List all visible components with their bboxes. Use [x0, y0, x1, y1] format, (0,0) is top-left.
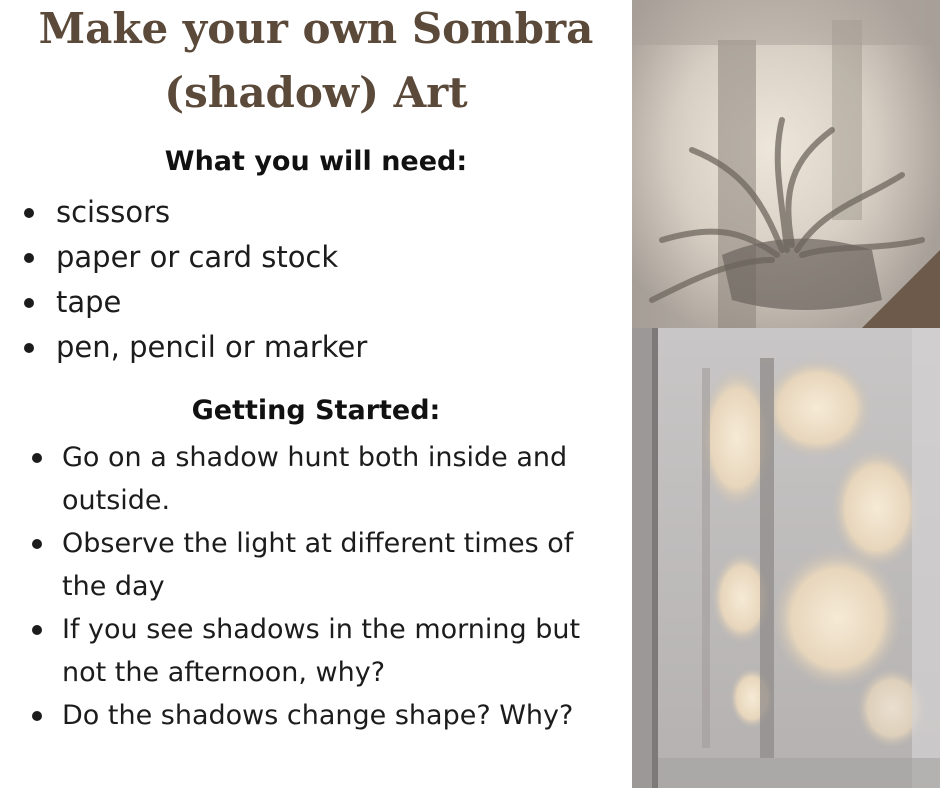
step-item	[32, 522, 607, 608]
needs-item	[24, 235, 614, 280]
bullet-icon	[24, 253, 34, 263]
step-item-label: If you see shadows in the morning but not the afternoon, why?	[62, 614, 581, 688]
title-line-1: Make your own Sombra	[38, 4, 594, 53]
step-item	[32, 436, 607, 522]
needs-item-label: paper or card stock	[56, 240, 339, 274]
bullet-icon	[32, 625, 42, 635]
needs-item-label: scissors	[56, 195, 171, 229]
window-shadow-photo	[632, 328, 940, 788]
bullet-icon	[24, 343, 34, 353]
needs-heading: What you will need:	[164, 146, 468, 177]
step-item-label: Observe the light at different times of the day	[62, 528, 574, 602]
plant-shadow-photo	[632, 0, 940, 328]
bullet-icon	[32, 539, 42, 549]
needs-item	[24, 325, 614, 370]
bullet-icon	[24, 298, 34, 308]
needs-item	[24, 280, 614, 325]
needs-list	[24, 190, 614, 370]
step-item-label: Do the shadows change shape? Why?	[62, 700, 574, 731]
title-line-2: (shadow) Art	[164, 68, 468, 117]
getting-started-heading: Getting Started:	[191, 395, 441, 426]
step-item	[32, 608, 607, 694]
bullet-icon	[24, 208, 34, 218]
bullet-icon	[32, 453, 42, 463]
needs-item-label: pen, pencil or marker	[56, 330, 368, 364]
getting-started-list	[32, 436, 607, 737]
needs-item	[24, 190, 614, 235]
step-item	[32, 694, 607, 737]
bullet-icon	[32, 711, 42, 721]
needs-item-label: tape	[56, 285, 122, 319]
step-item-label: Go on a shadow hunt both inside and outside.	[62, 442, 568, 516]
